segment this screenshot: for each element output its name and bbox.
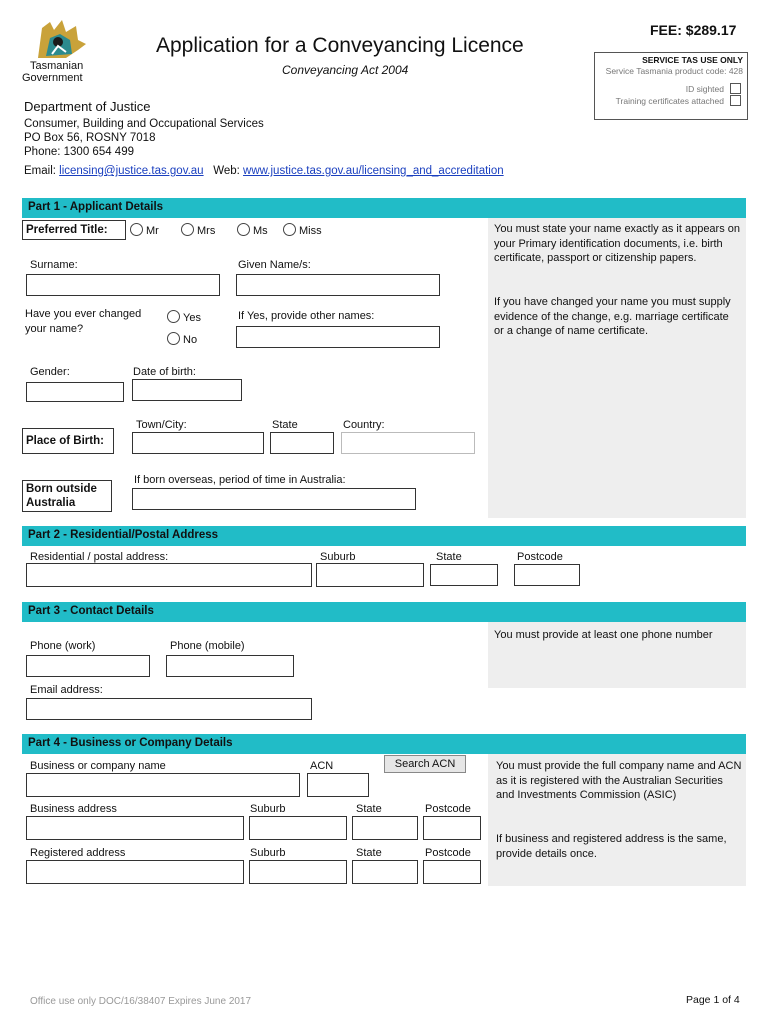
training-label: Training certificates attached <box>615 96 724 106</box>
registered-address-label: Registered address <box>30 847 126 859</box>
other-names-label: If Yes, provide other names: <box>238 310 375 322</box>
page-number: Page 1 of 4 <box>686 994 740 1006</box>
registered-state-input[interactable] <box>352 860 418 884</box>
part1-note2: If you have changed your name you must supply evidence of the change, e.g. marriage certificate or a change of name certificate. <box>494 296 731 337</box>
res-postcode-label: Postcode <box>517 551 563 563</box>
email-label: Email: <box>24 165 56 177</box>
born-outside-label: Born outside Australia <box>26 483 97 509</box>
id-sighted-row <box>686 83 741 94</box>
birth-state-input[interactable] <box>270 432 334 454</box>
gender-label: Gender: <box>30 366 70 378</box>
other-names-input[interactable] <box>236 326 440 348</box>
acn-input[interactable] <box>307 773 369 797</box>
registered-suburb-label: Suburb <box>250 847 286 859</box>
department-name: Department of Justice <box>24 99 151 114</box>
business-suburb-label: Suburb <box>250 803 286 815</box>
given-names-input[interactable] <box>236 274 440 296</box>
preferred-title-label-box <box>22 220 126 240</box>
part1-header <box>22 198 746 218</box>
dob-label: Date of birth: <box>133 366 196 378</box>
registered-state-label: State <box>356 847 382 859</box>
part4-header <box>22 734 746 754</box>
business-name-input[interactable] <box>26 773 300 797</box>
period-input[interactable] <box>132 488 416 510</box>
logo-text-line2: Government <box>22 72 83 84</box>
phone-work-input[interactable] <box>26 655 150 677</box>
title-mrs-radio[interactable] <box>181 223 215 237</box>
tasmanian-government-logo <box>22 18 102 82</box>
changed-yes-label: Yes <box>183 312 201 324</box>
res-address-label: Residential / postal address: <box>30 551 169 563</box>
business-postcode-input[interactable] <box>423 816 481 840</box>
changed-no-radio[interactable] <box>167 332 197 346</box>
part2-header <box>22 526 746 546</box>
part1-note1: You must state your name exactly as it appears on your Primary identification documents, i.e. birth certificate, passport or citizenship papers. <box>494 223 741 264</box>
part1-heading: Part 1 - Applicant Details <box>28 201 164 213</box>
id-sighted-checkbox[interactable] <box>730 83 741 94</box>
surname-label: Surname: <box>30 259 78 271</box>
phone-mobile-label: Phone (mobile) <box>170 640 245 652</box>
email-link[interactable]: licensing@justice.tas.gov.au <box>59 165 204 177</box>
surname-input[interactable] <box>26 274 220 296</box>
search-acn-button[interactable]: Search ACN <box>384 755 466 773</box>
part3-note: You must provide at least one phone number <box>494 629 713 641</box>
given-names-label: Given Name/s: <box>238 259 311 271</box>
res-state-label: State <box>436 551 462 563</box>
birth-country-input[interactable] <box>341 432 475 454</box>
part4-note2: If business and registered address is the same, provide details once. <box>496 833 727 860</box>
registered-address-input[interactable] <box>26 860 244 884</box>
town-label: Town/City: <box>136 419 187 431</box>
tasmanian-tiger-icon <box>32 18 88 60</box>
res-suburb-label: Suburb <box>320 551 356 563</box>
place-of-birth-label: Place of Birth: <box>26 435 104 447</box>
business-address-label: Business address <box>30 803 117 815</box>
country-label: Country: <box>343 419 385 431</box>
changed-no-label: No <box>183 334 198 346</box>
web-link[interactable]: www.justice.tas.gov.au/licensing_and_accreditation <box>243 165 504 177</box>
part4-heading: Part 4 - Business or Company Details <box>28 737 233 749</box>
title-miss-radio[interactable] <box>283 223 322 237</box>
radio-circle-icon <box>181 223 194 236</box>
period-label: If born overseas, period of time in Australia: <box>134 474 346 486</box>
born-outside-label-box <box>22 480 112 512</box>
business-state-label: State <box>356 803 382 815</box>
title-ms-radio[interactable] <box>237 223 268 237</box>
training-checkbox[interactable] <box>730 95 741 106</box>
web-label: Web: <box>213 165 240 177</box>
title-mrs-label: Mrs <box>197 225 216 237</box>
res-postcode-input[interactable] <box>514 564 580 586</box>
department-phone: Phone: 1300 654 499 <box>24 146 134 158</box>
radio-circle-icon <box>167 332 180 345</box>
changed-yes-radio[interactable] <box>167 310 201 324</box>
email-address-label: Email address: <box>30 684 103 696</box>
radio-circle-icon <box>167 310 180 323</box>
email-address-input[interactable] <box>26 698 312 720</box>
title-miss-label: Miss <box>299 225 322 237</box>
preferred-title-label: Preferred Title: <box>26 224 108 236</box>
title-mr-radio[interactable] <box>130 223 159 237</box>
phone-mobile-input[interactable] <box>166 655 294 677</box>
place-of-birth-label-box <box>22 428 114 454</box>
service-box-title: SERVICE TAS USE ONLY <box>642 55 743 65</box>
birth-town-input[interactable] <box>132 432 264 454</box>
service-tas-box <box>594 52 748 120</box>
gender-input[interactable] <box>26 382 124 402</box>
training-row <box>616 95 741 106</box>
state-label-birth: State <box>272 419 298 431</box>
res-suburb-input[interactable] <box>316 563 424 587</box>
acn-label: ACN <box>310 760 334 772</box>
part3-heading: Part 3 - Contact Details <box>28 605 154 617</box>
registered-postcode-label: Postcode <box>425 847 471 859</box>
business-state-input[interactable] <box>352 816 418 840</box>
res-state-input[interactable] <box>430 564 498 586</box>
business-name-label: Business or company name <box>30 760 166 772</box>
title-mr-label: Mr <box>146 225 159 237</box>
part3-header <box>22 602 746 622</box>
logo-text-line1: Tasmanian <box>30 60 84 72</box>
contact-line <box>24 165 504 177</box>
radio-circle-icon <box>237 223 250 236</box>
dob-input[interactable] <box>132 379 242 401</box>
product-code: Service Tasmania product code: 428 <box>605 66 743 76</box>
phone-work-label: Phone (work) <box>30 640 96 652</box>
part4-note1: You must provide the full company name and ACN as it is registered with the Australian Securities and Investments Commission (ASIC) <box>496 760 742 801</box>
registered-postcode-input[interactable] <box>423 860 481 884</box>
department-division: Consumer, Building and Occupational Services <box>24 118 264 130</box>
page-title: Application for a Conveyancing Licence <box>156 34 524 57</box>
title-ms-label: Ms <box>253 225 268 237</box>
department-address: PO Box 56, ROSNY 7018 <box>24 132 156 144</box>
office-use-note: Office use only DOC/16/38407 Expires June 2017 <box>30 996 252 1007</box>
business-address-input[interactable] <box>26 816 244 840</box>
fee: FEE: $289.17 <box>650 22 737 38</box>
act-name: Conveyancing Act 2004 <box>282 63 409 77</box>
radio-circle-icon <box>130 223 143 236</box>
registered-suburb-input[interactable] <box>249 860 347 884</box>
radio-circle-icon <box>283 223 296 236</box>
res-address-input[interactable] <box>26 563 312 587</box>
business-postcode-label: Postcode <box>425 803 471 815</box>
changed-name-label: Have you ever changed your name? <box>25 308 142 335</box>
id-sighted-label: ID sighted <box>685 84 724 94</box>
part2-heading: Part 2 - Residential/Postal Address <box>28 529 219 541</box>
business-suburb-input[interactable] <box>249 816 347 840</box>
